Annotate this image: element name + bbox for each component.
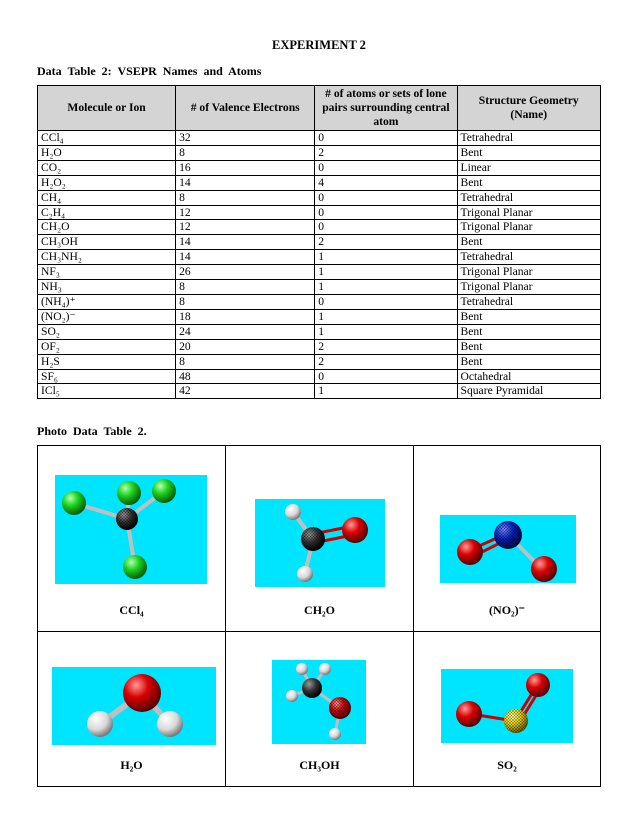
table-row — [38, 160, 601, 175]
molecule-image-ccl4 — [55, 475, 207, 584]
cell-valence-electrons: 8 — [176, 294, 315, 309]
cell-molecule: CO₂ — [38, 160, 176, 175]
cell-atoms-lone-pairs: 0 — [315, 220, 457, 235]
cell-valence-electrons: 12 — [176, 220, 315, 235]
cell-geometry: Bent — [457, 175, 600, 190]
cell-atoms-lone-pairs: 0 — [315, 190, 457, 205]
header-molecule: Molecule or Ion — [38, 86, 176, 131]
table-row — [38, 190, 601, 205]
photo-table-caption: Photo Data Table 2. — [37, 424, 147, 438]
cell-molecule: (NO₂)⁻ — [38, 309, 176, 324]
cell-molecule: SF₆ — [38, 369, 176, 384]
table-row — [38, 354, 601, 369]
cell-valence-electrons: 20 — [176, 339, 315, 354]
cell-atoms-lone-pairs: 0 — [315, 131, 457, 146]
cell-atoms-lone-pairs: 2 — [315, 145, 457, 160]
photo-caption-ch3oh: CH₃OH — [299, 758, 340, 772]
molecule-image-no2 — [440, 515, 576, 583]
cell-atoms-lone-pairs: 2 — [315, 235, 457, 250]
molecule-image-ch3oh — [272, 660, 366, 744]
photo-caption-h2o: H₂O — [120, 758, 143, 772]
cell-valence-electrons: 32 — [176, 131, 315, 146]
cell-geometry: Tetrahedral — [457, 190, 600, 205]
molecule-image-ch2o — [255, 499, 385, 587]
header-structure-geometry: Structure Geometry (Name) — [457, 86, 600, 131]
cell-geometry: Tetrahedral — [457, 294, 600, 309]
table-row — [38, 235, 601, 250]
photo-caption-ccl4: CCl₄ — [119, 603, 144, 617]
cell-atoms-lone-pairs: 2 — [315, 354, 457, 369]
cell-atoms-lone-pairs: 1 — [315, 324, 457, 339]
cell-valence-electrons: 14 — [176, 250, 315, 265]
photo-caption-no2: (NO₂)⁻ — [489, 603, 525, 617]
cell-atoms-lone-pairs: 4 — [315, 175, 457, 190]
cell-molecule: H₂O₂ — [38, 175, 176, 190]
cell-molecule: CCl₄ — [38, 131, 176, 146]
cell-molecule: OF₂ — [38, 339, 176, 354]
cell-valence-electrons: 18 — [176, 309, 315, 324]
table-row — [38, 205, 601, 220]
cell-geometry: Trigonal Planar — [457, 265, 600, 280]
cell-valence-electrons: 8 — [176, 354, 315, 369]
cell-molecule: CH₄ — [38, 190, 176, 205]
table-row — [38, 145, 601, 160]
cell-valence-electrons: 24 — [176, 324, 315, 339]
photo-table — [37, 445, 601, 787]
table-row — [38, 369, 601, 384]
photo-cell-ch2o — [226, 446, 413, 631]
cell-molecule: NF₃ — [38, 265, 176, 280]
cell-atoms-lone-pairs: 1 — [315, 384, 457, 399]
table-row — [38, 280, 601, 295]
photo-cell-no2 — [414, 446, 600, 631]
cell-geometry: Bent — [457, 145, 600, 160]
cell-molecule: CH₃NH₂ — [38, 250, 176, 265]
cell-valence-electrons: 12 — [176, 205, 315, 220]
cell-molecule: ICl₅ — [38, 384, 176, 399]
cell-atoms-lone-pairs: 0 — [315, 160, 457, 175]
cell-atoms-lone-pairs: 0 — [315, 205, 457, 220]
cell-valence-electrons: 8 — [176, 190, 315, 205]
table-row — [38, 175, 601, 190]
cell-valence-electrons: 42 — [176, 384, 315, 399]
table-row — [38, 131, 601, 146]
cell-geometry: Bent — [457, 235, 600, 250]
photo-cell-ch3oh — [226, 632, 413, 787]
table-header-row — [38, 86, 601, 131]
cell-valence-electrons: 16 — [176, 160, 315, 175]
cell-geometry: Bent — [457, 339, 600, 354]
cell-atoms-lone-pairs: 1 — [315, 309, 457, 324]
cell-atoms-lone-pairs: 0 — [315, 294, 457, 309]
cell-geometry: Bent — [457, 309, 600, 324]
page-title: EXPERIMENT 2 — [272, 38, 366, 52]
cell-valence-electrons: 8 — [176, 280, 315, 295]
cell-atoms-lone-pairs: 1 — [315, 265, 457, 280]
header-valence-electrons: # of Valence Electrons — [176, 86, 315, 131]
cell-molecule: CH₃OH — [38, 235, 176, 250]
cell-valence-electrons: 14 — [176, 175, 315, 190]
header-atoms-lone-pairs: # of atoms or sets of lone pairs surrounding central atom — [315, 86, 457, 131]
cell-atoms-lone-pairs: 2 — [315, 339, 457, 354]
table-row — [38, 339, 601, 354]
cell-valence-electrons: 14 — [176, 235, 315, 250]
photo-cell-ccl4 — [38, 446, 225, 631]
cell-geometry: Octahedral — [457, 369, 600, 384]
cell-molecule: CH₂O — [38, 220, 176, 235]
cell-geometry: Bent — [457, 354, 600, 369]
table-caption: Data Table 2: VSEPR Names and Atoms — [37, 64, 262, 78]
cell-valence-electrons: 26 — [176, 265, 315, 280]
cell-molecule: SO₂ — [38, 324, 176, 339]
cell-molecule: (NH₄)⁺ — [38, 294, 176, 309]
table-row — [38, 220, 601, 235]
molecule-image-so2 — [441, 669, 573, 743]
table-row — [38, 309, 601, 324]
cell-geometry: Trigonal Planar — [457, 205, 600, 220]
molecule-image-h2o — [52, 667, 216, 745]
table-row — [38, 324, 601, 339]
cell-geometry: Tetrahedral — [457, 131, 600, 146]
cell-molecule: C₂H₄ — [38, 205, 176, 220]
table-body — [38, 131, 601, 399]
cell-geometry: Square Pyramidal — [457, 384, 600, 399]
cell-valence-electrons: 48 — [176, 369, 315, 384]
vsepr-table — [37, 85, 601, 399]
cell-geometry: Trigonal Planar — [457, 220, 600, 235]
cell-geometry: Linear — [457, 160, 600, 175]
cell-atoms-lone-pairs: 1 — [315, 280, 457, 295]
cell-geometry: Tetrahedral — [457, 250, 600, 265]
photo-caption-so2: SO₂ — [497, 758, 517, 772]
cell-atoms-lone-pairs: 1 — [315, 250, 457, 265]
cell-atoms-lone-pairs: 0 — [315, 369, 457, 384]
table-row — [38, 250, 601, 265]
photo-cell-h2o — [38, 632, 225, 787]
cell-molecule: NH₃ — [38, 280, 176, 295]
table-row — [38, 384, 601, 399]
cell-molecule: H₂O — [38, 145, 176, 160]
table-row — [38, 294, 601, 309]
cell-geometry: Trigonal Planar — [457, 280, 600, 295]
table-row — [38, 265, 601, 280]
cell-geometry: Bent — [457, 324, 600, 339]
cell-valence-electrons: 8 — [176, 145, 315, 160]
cell-molecule: H₂S — [38, 354, 176, 369]
photo-cell-so2 — [414, 632, 600, 787]
photo-caption-ch2o: CH₂O — [304, 603, 335, 617]
